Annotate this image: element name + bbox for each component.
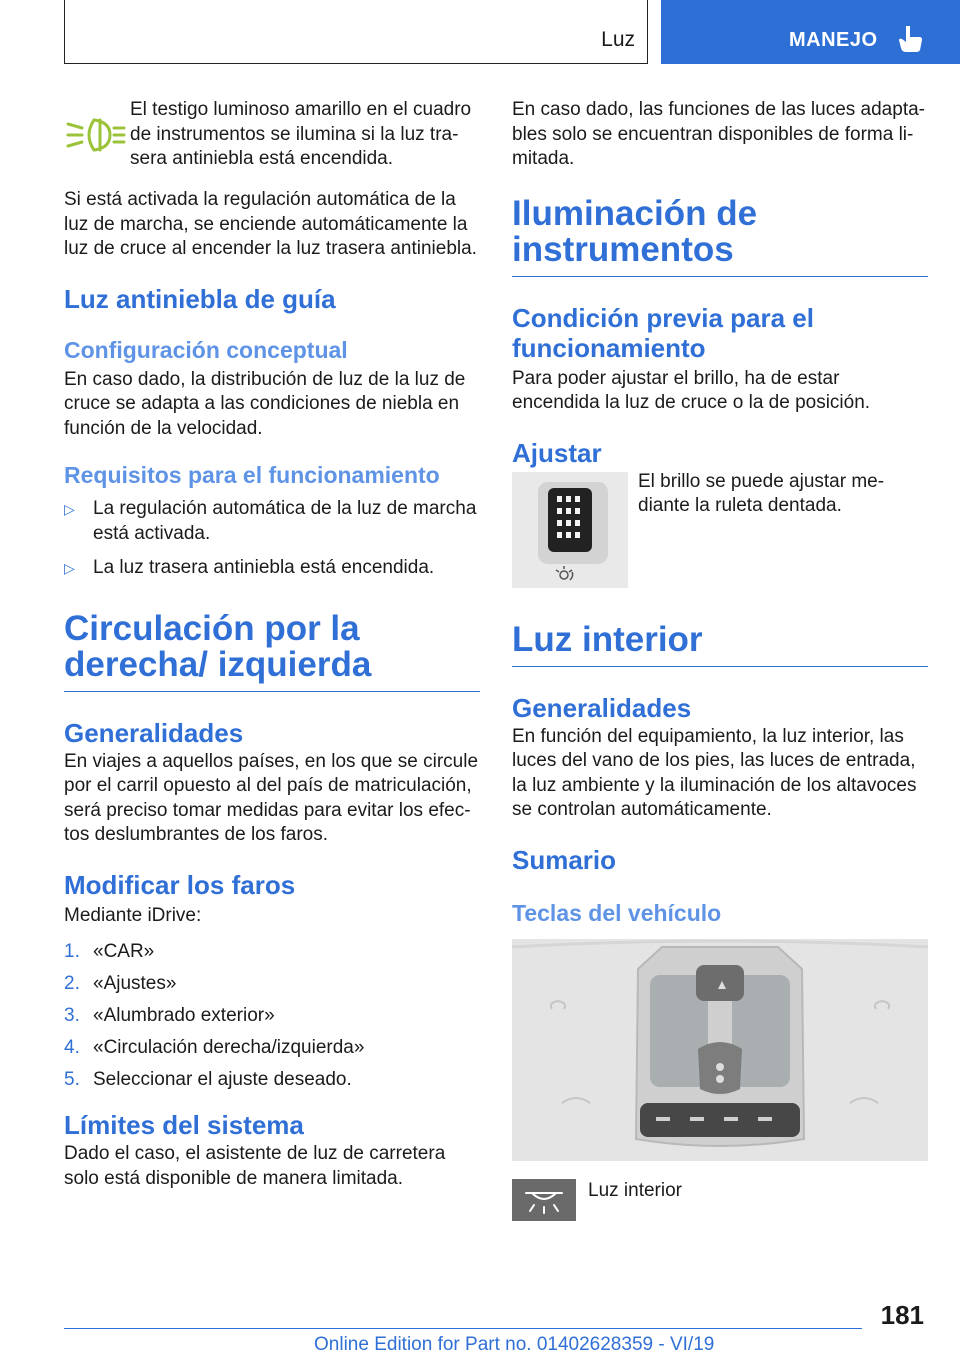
paragraph-interior-general: En función del equipamiento, la luz interior, las luces del vano de los pies, las luces de entrada, la luz ambiente y la iluminación de los altavoces se controlan automáticamente. bbox=[512, 725, 917, 820]
list-item: ▷ La luz trasera antiniebla está encendida. bbox=[64, 556, 480, 581]
heading-adjust: Ajustar bbox=[512, 437, 602, 468]
interior-light-key bbox=[512, 1179, 928, 1221]
heading-instrument-lighting: Iluminación de instrumentos bbox=[512, 196, 928, 277]
triangle-bullet-icon: ▷ bbox=[64, 560, 75, 576]
heading-system-limits: Límites del sistema bbox=[64, 1110, 304, 1140]
heading-guide-fog: Luz antiniebla de guía bbox=[64, 283, 336, 314]
list-item: 1. «CAR» bbox=[64, 941, 155, 962]
chapter-tab[interactable] bbox=[661, 0, 960, 64]
paragraph-precondition: Para poder ajustar el brillo, ha de estar encendida la luz de cruce o la de posición. bbox=[512, 367, 871, 413]
list-item: 4. «Circulación derecha/izquierda» bbox=[64, 1037, 365, 1058]
thumbwheel-image bbox=[512, 472, 628, 588]
heading-modify-headlights: Modificar los faros bbox=[64, 869, 296, 900]
heading-requirements: Requisitos para el funcionamiento bbox=[64, 462, 440, 488]
list-item: 2. «Ajustes» bbox=[64, 973, 177, 994]
overhead-console-image bbox=[512, 939, 928, 1161]
rear-fog-light-icon bbox=[64, 98, 128, 174]
footer-divider bbox=[64, 1328, 862, 1329]
steering-hand-icon bbox=[897, 24, 923, 54]
heading-general-interior: Generalidades bbox=[512, 692, 692, 723]
header-section-title: Luz bbox=[601, 28, 635, 51]
requirements-list bbox=[64, 497, 480, 581]
heading-concept: Configuración conceptual bbox=[64, 336, 348, 363]
heading-precondition: Condición previa para el funcionamiento bbox=[512, 302, 814, 363]
warning-note bbox=[64, 98, 480, 174]
heading-vehicle-keys: Teclas del vehículo bbox=[512, 899, 722, 926]
adjust-block bbox=[512, 472, 928, 588]
heading-traffic-side: Circulación por la derecha/ izquierda bbox=[64, 611, 480, 692]
header-box bbox=[64, 0, 648, 64]
paragraph-limits: Dado el caso, el asistente de luz de carretera solo está disponible de manera limitada. bbox=[64, 1143, 446, 1189]
paragraph-fog-activation: Si está activada la regulación automática de la luz de marcha, se enciende automáticamente la luz de cruce al encender la luz trasera antiniebla. bbox=[64, 189, 477, 259]
chapter-tab-label: MANEJO bbox=[789, 29, 878, 51]
left-column bbox=[64, 98, 480, 1191]
interior-light-caption: Luz interior bbox=[588, 1179, 682, 1201]
paragraph-adaptive-lights: En caso dado, las funciones de las luces adapta- bles solo se encuentran disponibles de forma li- mitada. bbox=[512, 99, 925, 169]
heading-overview: Sumario bbox=[512, 844, 617, 875]
steps-list bbox=[64, 940, 480, 1092]
list-item: 3. «Alumbrado exterior» bbox=[64, 1005, 275, 1026]
paragraph-general: En viajes a aquellos países, en los que se circule por el carril opuesto al del país de matriculación, será preciso tomar medidas para evitar los efec- tos deslumbrantes de los faros. bbox=[64, 750, 479, 845]
warning-note-text: El testigo luminoso amarillo en el cuadro de instrumentos se ilumina si la luz tra- sera antiniebla está encendida. bbox=[130, 99, 472, 169]
list-item: 5. Seleccionar el ajuste deseado. bbox=[64, 1069, 352, 1090]
paragraph-adjust: El brillo se puede ajustar me- diante la ruleta dentada. bbox=[638, 470, 885, 516]
heading-general: Generalidades bbox=[64, 717, 244, 748]
paragraph-concept: En caso dado, la distribución de luz de la luz de cruce se adapta a las condiciones de niebla en función de la velocidad. bbox=[64, 368, 466, 439]
page-number: 181 bbox=[880, 1300, 924, 1330]
paragraph-idrive: Mediante iDrive: bbox=[64, 904, 202, 926]
right-column bbox=[512, 98, 928, 1221]
footer-edition: Online Edition for Part no. 01402628359 - VI/19 bbox=[314, 1334, 715, 1355]
list-item: ▷ La regulación automática de la luz de marcha está activada. bbox=[64, 498, 477, 544]
heading-interior-light: Luz interior bbox=[512, 622, 928, 667]
triangle-bullet-icon: ▷ bbox=[64, 501, 75, 517]
interior-light-icon bbox=[512, 1179, 576, 1221]
